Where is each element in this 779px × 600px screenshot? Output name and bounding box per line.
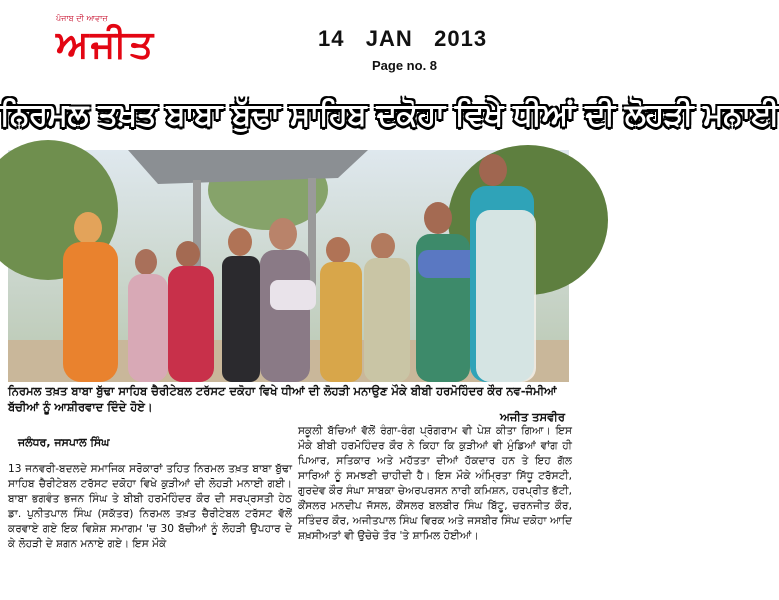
article-column-left [8,436,292,596]
article-headline: ਨਿਰਮਲ ਤਖ਼ਤ ਬਾਬਾ ਬੁੱਢਾ ਸਾਹਿਬ ਦਕੋਹਾ ਵਿਖੇ ਧੀਆਂ ਦੀ ਲੋਹੜੀ ਮਨਾਈ [0,97,779,133]
caption-text: ਨਿਰਮਲ ਤਖ਼ਤ ਬਾਬਾ ਬੁੱਢਾ ਸਾਹਿਬ ਚੈਰੀਟੇਬਲ ਟਰੱਸਟ ਦਕੋਹਾ ਵਿਖੇ ਧੀਆਂ ਦੀ ਲੋਹੜੀ ਮਨਾਉਣ ਮੌਕੇ ਬੀਬੀ ਹਰਮੋਹਿੰਦਰ ਕੌਰ ਨਵ-ਜੰਮੀਆਂ ਬੱਚੀਆਂ ਨੂੰ ਆਸ਼ੀਰਵਾਦ ਦਿੰਦੇ ਹੋਏ। [8,384,557,414]
article-body-right: ਸਕੂਲੀ ਬੱਚਿਆਂ ਵੱਲੋਂ ਰੰਗਾ-ਰੰਗ ਪ੍ਰੋਗਰਾਮ ਵੀ ਪੇਸ਼ ਕੀਤਾ ਗਿਆ। ਇਸ ਮੌਕੇ ਬੀਬੀ ਹਰਮੋਹਿੰਦਰ ਕੌਰ ਨੇ ਕਿਹਾ ਕਿ ਕੁੜੀਆਂ ਵੀ ਮੁੰਡਿਆਂ ਵਾਂਗ ਹੀ ਪਿਆਰ, ਸਤਿਕਾਰ ਅਤੇ ਮਹੱਤਤਾ ਦੀਆਂ ਹੱਕਦਾਰ ਹਨ ਤੇ ਇਹ ਗੱਲ ਸਾਰਿਆਂ ਨੂੰ ਸਮਝਣੀ ਚਾਹੀਦੀ ਹੈ। ਇਸ ਮੌਕੇ ਅੰਮ੍ਰਿਤਾ ਸਿੱਧੂ ਟਰੱਸਟੀ, ਗੁਰਦੇਵ ਕੌਰ ਸੰਘਾ ਸਾਬਕਾ ਚੇਅਰਪਰਸਨ ਨਾਰੀ ਕਮਿਸ਼ਨ, ਹਰਪ੍ਰੀਤ ਭੱਟੀ, ਕੌਂਸਲਰ ਮਨਦੀਪ ਜੱਸਲ, ਕੌਂਸਲਰ ਬਲਬੀਰ ਸਿੰਘ ਬਿੱਟੂ, ਚਰਨਜੀਤ ਕੌਰ, ਸਤਿੰਦਰ ਕੌਰ, ਅਜੀਤਪਾਲ ਸਿੰਘ ਵਿਰਕ ਅਤੇ ਜਸਬੀਰ ਸਿੰਘ ਦਕੋਹਾ ਆਦਿ ਸ਼ਖ਼ਸੀਅਤਾਂ ਵੀ ਉਚੇਚੇ ਤੌਰ 'ਤੇ ਸ਼ਾਮਿਲ ਹੋਈਆਂ। [298,425,572,542]
photo-illustration [8,150,569,382]
photo-credit: ਅਜੀਤ ਤਸਵੀਰ [499,410,565,424]
article-body-left: 13 ਜਨਵਰੀ-ਬਦਲਦੇ ਸਮਾਜਿਕ ਸਰੋਕਾਰਾਂ ਤਹਿਤ ਨਿਰਮਲ ਤਖ਼ਤ ਬਾਬਾ ਬੁੱਢਾ ਸਾਹਿਬ ਚੈਰੀਟੇਬਲ ਟਰੱਸਟ ਦਕੋਹਾ ਵਿਖੇ ਕੁੜੀਆਂ ਦੀ ਲੋਹੜੀ ਮਨਾਈ ਗਈ। ਬਾਬਾ ਭਗਵੰਤ ਭਜਨ ਸਿੰਘ ਤੇ ਬੀਬੀ ਹਰਮੋਹਿੰਦਰ ਕੌਰ ਦੀ ਸਰਪ੍ਰਸਤੀ ਹੇਠ ਡਾ. ਪੁਨੀਤਪਾਲ ਸਿੰਘ (ਸਕੱਤਰ) ਨਿਰਮਲ ਤਖ਼ਤ ਚੈਰੀਟੇਬਲ ਟਰੱਸਟ ਵੱਲੋਂ ਕਰਵਾਏ ਗਏ ਇਕ ਵਿਸ਼ੇਸ਼ ਸਮਾਗਮ 'ਚ 30 ਬੱਚੀਆਂ ਨੂੰ ਲੋਹੜੀ ਉਪਹਾਰ ਦੇ ਕੇ ਲੋਹੜੀ ਦੇ ਸ਼ਗਨ ਮਨਾਏ ਗਏ। ਇਸ ਮੌਕੇ [8,463,292,550]
masthead [0,0,577,82]
newspaper-logo [56,14,196,70]
page-number: Page no. 8 [372,58,438,73]
logo-tagline: ਪੰਜਾਬ ਦੀ ਆਵਾਜ਼ [56,14,108,23]
issue-date: 14 JAN 2013 [318,26,488,51]
article-column-right [298,424,572,596]
article-byline: ਜਲੰਧਰ, ਜਸਪਾਲ ਸਿੰਘ [18,436,110,449]
logo-name: ਅਜੀਤ [56,21,156,66]
article-photo [8,150,569,382]
